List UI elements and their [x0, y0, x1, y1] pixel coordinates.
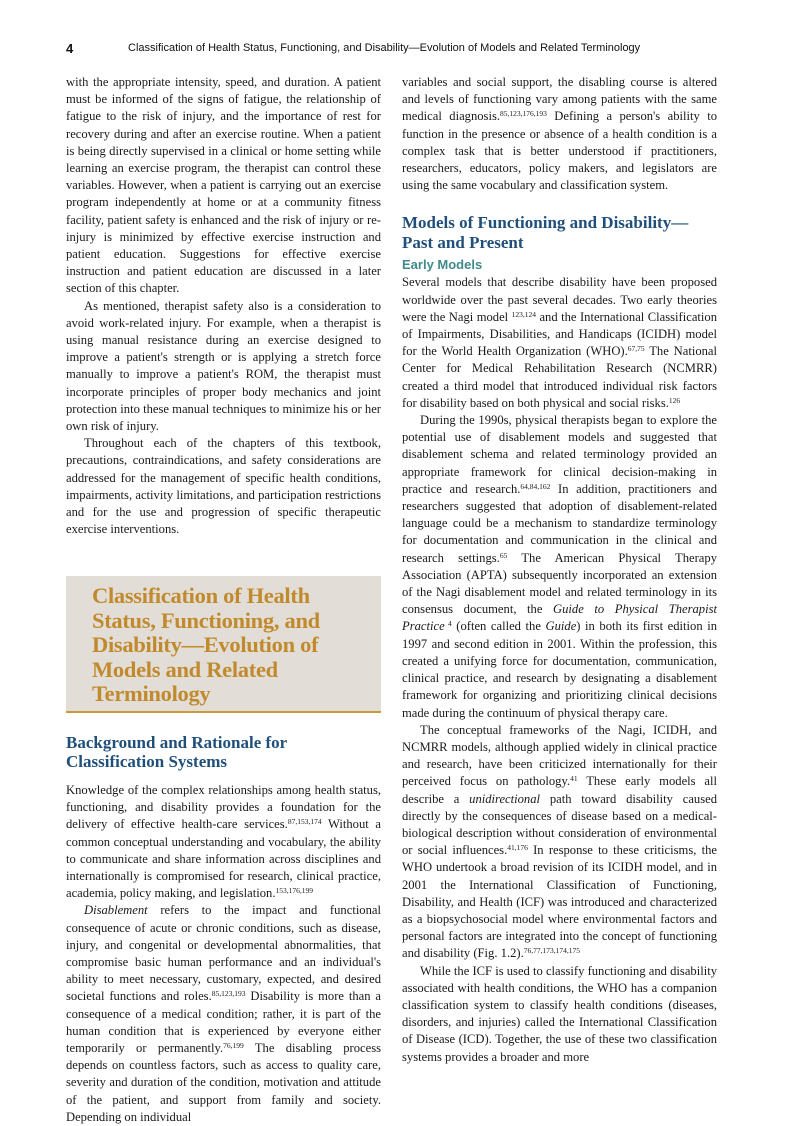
paragraph: Throughout each of the chapters of this textbook, precautions, contraindications, and safety considerations are addressed for the management of specific health conditions, impairments, activity limitations, and participation restrictions and for the use and progression of specific therapeutic exercise interventions.: [66, 436, 381, 537]
right-column: [402, 74, 717, 1066]
citation: 76,199: [223, 1041, 244, 1051]
book-title: Guide to Physical Therapist Practice: [402, 602, 717, 634]
text-run: These early models all describe a: [402, 774, 717, 806]
subsection-title: Background and Rationale for Classification Systems: [66, 732, 287, 772]
text-run: and the International Classification of Impairments, Disabilities, and Handicaps (ICIDH) model for the World Health Organization (WHO).: [402, 309, 717, 359]
text-run: During the 1990s, physical therapists began to explore the potential use of disablement models and suggested that disablement schema and related terminology provided an appropriate framework for clinical decision-making in practice and research.: [402, 413, 717, 496]
section-heading-box: [66, 576, 381, 713]
citation: 85,123,176,193: [500, 109, 547, 119]
citation: 41,176: [507, 843, 528, 853]
text-run: Disability is more than a consequence of a medical condition; rather, it is part of the human condition that is experienced by everyone either temporarily or permanently.: [66, 989, 382, 1056]
text-run: Several models that describe disability have been proposed worldwide over the past several decades. Two early theories were the Nagi model: [402, 275, 717, 324]
running-title: Classification of Health Status, Functioning, and Disability—Evolution of Models and Related Terminology: [128, 42, 641, 54]
term: Disablement: [84, 903, 148, 918]
text-run: refers to the impact and functional consequence of acute or chronic conditions, such as disease, injury, and congenital or developmental abnormalities, that compromise basic human performance and an individual's ability to meet necessary, customary, expected, and desired societal functions and roles.: [66, 903, 381, 1004]
paragraph: [402, 412, 717, 722]
section-title: Classification of Health Status, Functioning, and Disability—Evolution of Models and Related Terminology: [92, 583, 320, 707]
running-header: [66, 42, 725, 60]
citation: 65: [499, 550, 508, 560]
paragraph: As mentioned, therapist safety also is a consideration to avoid work-related injury. For example, when a therapist is using manual resistance during an exercise designed to improve a patient's strength or is applying a stretch force manually to improve a patient's ROM, the therapist must incorporate principles of proper body mechanics and joint protection into these manual techniques to minimize his or her own risk of injury.: [66, 298, 381, 434]
subsection-title: Early Models: [402, 257, 483, 273]
paragraph: [402, 274, 717, 412]
paragraph: [402, 722, 717, 963]
citation: 126: [668, 395, 681, 405]
text-run: The National Center for Medical Rehabilitation Research (NCMRR) created a third model that introduced individual risk factors for disability based on both physical and social risks.: [402, 344, 718, 410]
section-title: Models of Functioning and Disability—Past and Present: [402, 213, 689, 252]
citation: 41: [570, 774, 578, 784]
citation: 153,176,199: [275, 886, 313, 896]
text-run: In response to these criticisms, the WHO undertook a broad revision of its ICIDH model, and in 2001 the International Classification of Functioning, Disability, and Health (ICF) was introduced and characterized as a biopsychosocial model where environmental factors and personal factors are integrated into the concept of functioning and disability (Fig. 1.2).: [402, 843, 717, 961]
text-run: path toward disability caused directly by the consequences of disease based on a medical-biological description without consideration of environmental or social influences.: [402, 791, 718, 858]
citation: 76,77,173,174,175: [523, 946, 580, 956]
citation: 85,123,193: [211, 989, 246, 999]
text-run: In addition, practitioners and researchers suggested that adoption of disablement-related language could be a mechanism to standardize terminology for documentation and communication in the clinical and research settings.: [402, 481, 717, 565]
text-run: The American Physical Therapy Association (APTA) subsequently incorporated an extension of the Nagi disablement model and related terminology in its consensus document, the: [402, 550, 717, 617]
citation: 64,84,162: [520, 481, 551, 491]
citation: 123,124: [511, 309, 537, 319]
citation: 67,75: [627, 344, 645, 354]
text-run: variables and social support, the disabling course is altered and levels of functioning vary among patients with the same medical diagnosis.: [402, 75, 717, 124]
text-run: The conceptual frameworks of the Nagi, ICIDH, and NCMRR models, although applied widely in clinical practice and research, have been criticized internationally for their perceived focus on pathology.: [402, 722, 717, 789]
paragraph: [402, 74, 717, 194]
paragraph: While the ICF is used to classify functioning and disability associated with health conditions, the WHO has a companion classification system to classify health conditions (diseases, disorders, and injuries) called the International Classification of Disease (ICD). Together, the use of these two classification systems provides a broader and more: [402, 963, 717, 1064]
term: unidirectional: [469, 791, 541, 806]
citation: 87,153,174: [287, 817, 322, 827]
page-number: 4: [66, 41, 74, 56]
citation: 4: [444, 619, 452, 629]
book-title: Guide: [545, 619, 577, 634]
text-run: Defining a person's ability to function in the presence or absence of a health condition is a complex task that is better understood if practitioners, researchers, educators, policy makers, and legislators are using the same vocabulary and classification system.: [402, 109, 717, 193]
text-run: ) in both its first edition in 1997 and second edition in 2001. Within the profession, this created a unifying force for documentation, communication, clinical practice, and research by designating a disablement framework for organizing and prioritizing clinical decisions made during the continuum of physical therapy care.: [402, 619, 717, 720]
left-column: [66, 74, 381, 1126]
paragraph: with the appropriate intensity, speed, and duration. A patient must be informed of the signs of fatigue, the relationship of fatigue to the risk of injury, and the importance of rest for recovery during and after an exercise routine. When a patient is being directly supervised in a clinical or home setting while learning an exercise program, the therapist can control these variables. However, when a patient is carrying out an exercise program independently at home or at a community fitness facility, patient safety is enhanced and the risk of injury or re-injury is minimized by effective exercise instruction and patient education. Suggestions for effective exercise instruction and patient education are discussed in a later section of this chapter.: [66, 75, 381, 296]
paragraph: [66, 902, 381, 1126]
text-run: The disabling process depends on countless factors, such as access to quality care, severity and duration of the condition, motivation and attitude of the patient, and support from family and society. Depending on individual: [66, 1041, 381, 1124]
text-run: Knowledge of the complex relationships among health status, functioning, and disability provides a foundation for the delivery of effective health-care services.: [66, 782, 381, 832]
paragraph: [66, 782, 381, 902]
text-run: (often called the: [451, 619, 546, 634]
text-run: Without a common conceptual understanding and vocabulary, the ability to communicate and share information across disciplines and internationally is compromised for research, clinical practice, academia, policy making, and legislation.: [66, 817, 381, 901]
